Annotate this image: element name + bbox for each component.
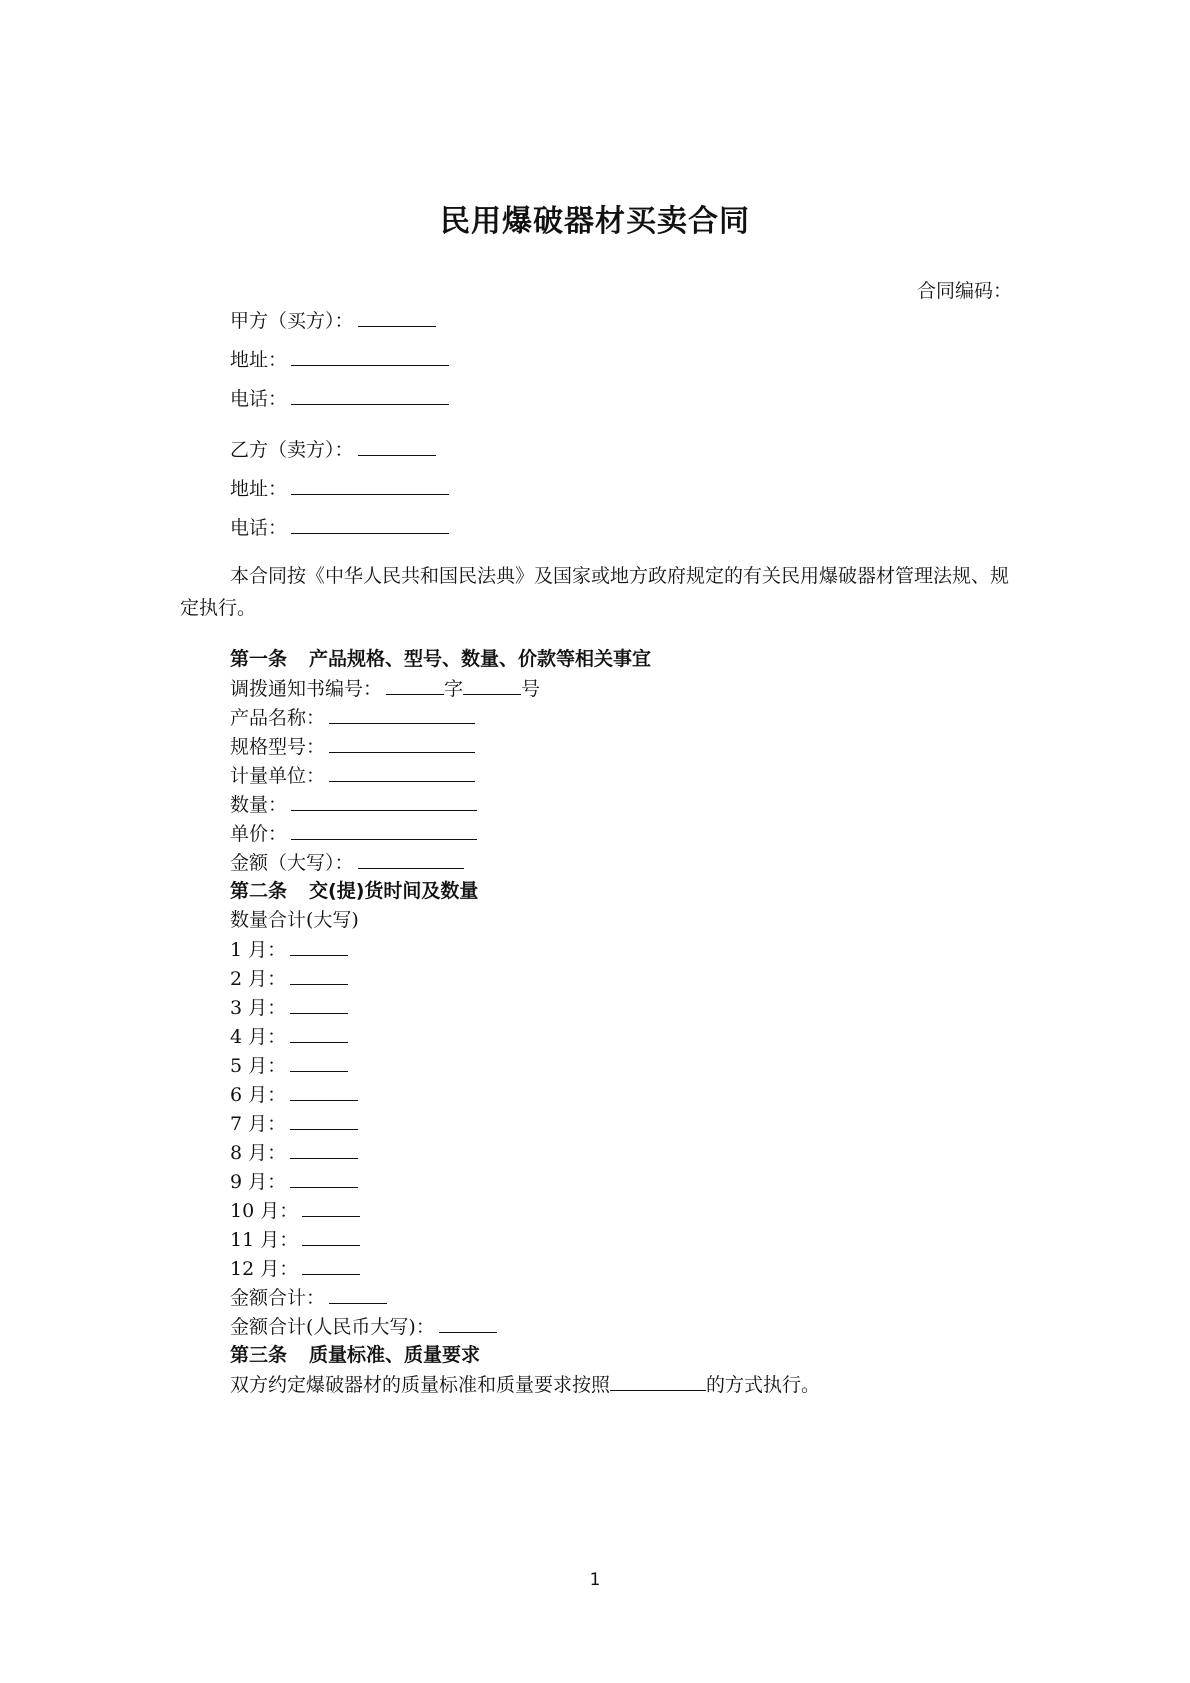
article-3-title: 质量标准、质量要求: [309, 1344, 481, 1366]
month-field[interactable]: [290, 1169, 358, 1188]
month-row: [230, 1198, 360, 1223]
product-name-row: [230, 705, 475, 730]
month-label: 7 月：: [230, 1113, 287, 1135]
month-row: [230, 995, 348, 1020]
page-number: 1: [589, 1570, 601, 1590]
document-title: 民用爆破器材买卖合同: [440, 204, 750, 239]
amount-field[interactable]: [358, 850, 464, 869]
party-b-name-row: [230, 437, 436, 462]
spec-model-field[interactable]: [329, 734, 475, 753]
month-field[interactable]: [290, 1111, 358, 1130]
quantity-row: [230, 792, 477, 817]
unit-price-row: [230, 821, 477, 846]
amount-total-rmb-row: [230, 1314, 497, 1339]
party-b-address-label: 地址：: [230, 478, 288, 500]
notice-end-label: 号: [521, 678, 541, 700]
month-row: [230, 1024, 348, 1049]
spec-model-label: 规格型号：: [230, 736, 326, 758]
quantity-total-subtitle: 数量合计(大写): [230, 909, 359, 931]
month-label: 1 月：: [230, 939, 287, 961]
party-a-name-label: 甲方（买方）：: [230, 310, 354, 332]
month-label: 4 月：: [230, 1026, 287, 1048]
month-row: [230, 1169, 358, 1194]
amount-total-field[interactable]: [329, 1285, 387, 1304]
amount-total-row: [230, 1285, 387, 1310]
month-field[interactable]: [302, 1227, 360, 1246]
month-field[interactable]: [290, 1082, 358, 1101]
party-a-name-field[interactable]: [358, 308, 436, 327]
month-label: 6 月：: [230, 1084, 287, 1106]
month-row: [230, 1140, 358, 1165]
article-3-number: 第三条: [230, 1344, 288, 1366]
article-2-heading: [230, 879, 478, 903]
month-field[interactable]: [290, 1140, 358, 1159]
article-1-title: 产品规格、型号、数量、价款等相关事宜: [309, 648, 652, 670]
party-b-phone-field[interactable]: [291, 515, 449, 534]
month-label: 3 月：: [230, 997, 287, 1019]
unit-field[interactable]: [329, 763, 475, 782]
article-1-heading: [230, 647, 651, 671]
party-b-name-field[interactable]: [358, 437, 436, 456]
article-3-heading: [230, 1343, 480, 1367]
party-a-phone-label: 电话：: [230, 388, 288, 410]
month-label: 8 月：: [230, 1142, 287, 1164]
spec-model-row: [230, 734, 475, 759]
notice-number-label: 调拨通知书编号：: [230, 678, 383, 700]
amount-row: [230, 850, 464, 875]
quality-method-field[interactable]: [610, 1372, 706, 1391]
month-label: 12 月：: [230, 1258, 299, 1280]
month-field[interactable]: [290, 1024, 348, 1043]
party-a-address-label: 地址：: [230, 349, 288, 371]
quality-text-before: 双方约定爆破器材的质量标准和质量要求按照: [230, 1374, 611, 1396]
month-field[interactable]: [302, 1198, 360, 1217]
unit-row: [230, 763, 475, 788]
quality-text-after: 的方式执行。: [706, 1374, 821, 1396]
notice-mid-label: 字: [444, 678, 464, 700]
quantity-field[interactable]: [291, 792, 477, 811]
product-name-field[interactable]: [329, 705, 475, 724]
unit-price-field[interactable]: [291, 821, 477, 840]
month-label: 11 月：: [230, 1229, 299, 1251]
party-b-phone-row: [230, 515, 449, 540]
month-row: [230, 1082, 358, 1107]
month-row: [230, 937, 348, 962]
amount-total-rmb-label: 金额合计(人民币大写)：: [230, 1316, 435, 1338]
amount-total-rmb-field[interactable]: [439, 1314, 497, 1333]
notice-number-row: [230, 676, 540, 701]
month-label: 5 月：: [230, 1055, 287, 1077]
month-row: [230, 966, 348, 991]
party-a-address-field[interactable]: [291, 347, 449, 366]
month-label: 9 月：: [230, 1171, 287, 1193]
party-a-phone-row: [230, 386, 449, 411]
unit-price-label: 单价：: [230, 823, 288, 845]
amount-total-label: 金额合计：: [230, 1287, 326, 1309]
quality-standard-row: [230, 1372, 820, 1397]
month-label: 10 月：: [230, 1200, 299, 1222]
month-field[interactable]: [290, 995, 348, 1014]
contract-code-label: 合同编码：: [916, 280, 1012, 302]
party-a-name-row: [230, 308, 436, 333]
product-name-label: 产品名称：: [230, 707, 326, 729]
party-a-phone-field[interactable]: [291, 386, 449, 405]
article-2-number: 第二条: [230, 880, 288, 902]
quantity-label: 数量：: [230, 794, 288, 816]
month-row: [230, 1111, 358, 1136]
month-field[interactable]: [290, 937, 348, 956]
month-row: [230, 1053, 348, 1078]
article-2-title: 交(提)货时间及数量: [309, 880, 479, 902]
party-b-name-label: 乙方（卖方）：: [230, 439, 354, 461]
party-a-address-row: [230, 347, 449, 372]
month-label: 2 月：: [230, 968, 287, 990]
amount-label: 金额（大写）：: [230, 852, 354, 874]
month-row: [230, 1227, 360, 1252]
party-b-address-field[interactable]: [291, 476, 449, 495]
month-field[interactable]: [290, 966, 348, 985]
notice-prefix-field[interactable]: [386, 676, 444, 695]
month-field[interactable]: [302, 1256, 360, 1275]
month-row: [230, 1256, 360, 1281]
unit-label: 计量单位：: [230, 765, 326, 787]
party-b-address-row: [230, 476, 449, 501]
intro-paragraph: 本合同按《中华人民共和国民法典》及国家或地方政府规定的有关民用爆破器材管理法规、规定执行。: [180, 565, 1010, 619]
month-field[interactable]: [290, 1053, 348, 1072]
party-b-phone-label: 电话：: [230, 517, 288, 539]
article-1-number: 第一条: [230, 648, 288, 670]
notice-number-field[interactable]: [463, 676, 521, 695]
